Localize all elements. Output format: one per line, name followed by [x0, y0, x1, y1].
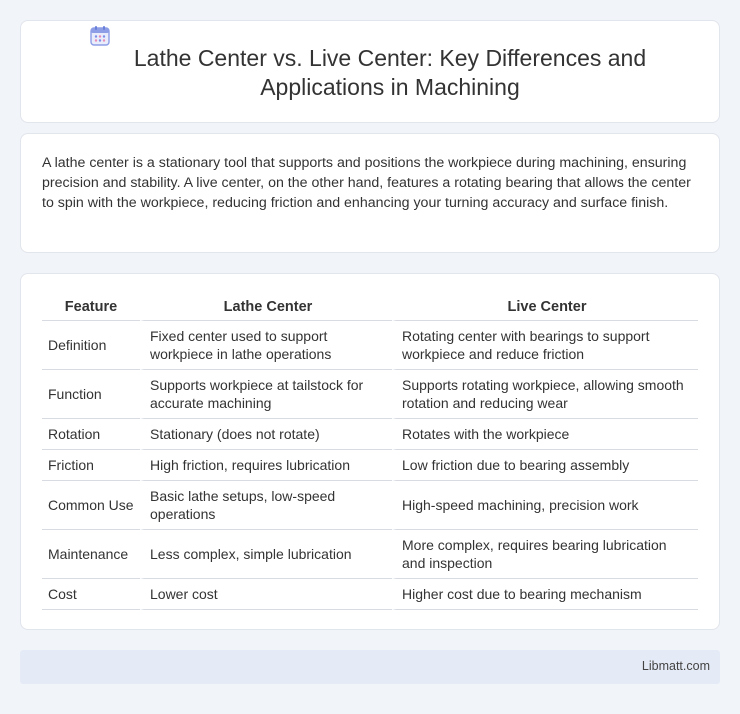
- lathe-center-cell: High friction, requires lubrication: [140, 450, 392, 481]
- live-center-cell: Low friction due to bearing assembly: [392, 450, 698, 481]
- feature-cell: Cost: [42, 579, 140, 610]
- table-row: [42, 530, 698, 579]
- table-row: [42, 481, 698, 530]
- column-header-feature: Feature: [42, 293, 140, 321]
- lathe-center-cell: Basic lathe setups, low-speed operations: [140, 481, 392, 530]
- table-row: [42, 321, 698, 370]
- footer-bar: [20, 650, 720, 684]
- feature-cell: Rotation: [42, 419, 140, 450]
- feature-cell: Function: [42, 370, 140, 419]
- table-header-row: [42, 293, 698, 321]
- table-row: [42, 450, 698, 481]
- feature-cell: Friction: [42, 450, 140, 481]
- intro-paragraph: A lathe center is a stationary tool that supports and positions the workpiece during machining, ensuring precision and stability. A live center, on the other hand, features a rotating bearing that allows the center to spin with the workpiece, reducing friction and enhancing your turning accuracy and surface finish.: [42, 155, 691, 211]
- feature-cell: Common Use: [42, 481, 140, 530]
- intro-card: [20, 133, 720, 253]
- feature-cell: Definition: [42, 321, 140, 370]
- live-center-cell: Supports rotating workpiece, allowing smooth rotation and reducing wear: [392, 370, 698, 419]
- title-card: [20, 20, 720, 123]
- footer-brand[interactable]: Libmatt.com: [641, 659, 710, 673]
- feature-cell: Maintenance: [42, 530, 140, 579]
- live-center-cell: Rotating center with bearings to support workpiece and reduce friction: [392, 321, 698, 370]
- column-header-live-center: Live Center: [392, 293, 698, 321]
- table-row: [42, 579, 698, 610]
- lathe-center-cell: Fixed center used to support workpiece in lathe operations: [140, 321, 392, 370]
- live-center-cell: More complex, requires bearing lubrication and inspection: [392, 530, 698, 579]
- table-row: [42, 370, 698, 419]
- column-header-lathe-center: Lathe Center: [140, 293, 392, 321]
- live-center-cell: Rotates with the workpiece: [392, 419, 698, 450]
- comparison-table-card: [20, 273, 720, 630]
- live-center-cell: High-speed machining, precision work: [392, 481, 698, 530]
- lathe-center-cell: Stationary (does not rotate): [140, 419, 392, 450]
- lathe-center-cell: Lower cost: [140, 579, 392, 610]
- table-row: [42, 419, 698, 450]
- comparison-table: [42, 293, 698, 610]
- live-center-cell: Higher cost due to bearing mechanism: [392, 579, 698, 610]
- lathe-center-cell: Less complex, simple lubrication: [140, 530, 392, 579]
- page-title: Lathe Center vs. Live Center: Key Differences and Applications in Machining: [133, 45, 647, 100]
- lathe-center-cell: Supports workpiece at tailstock for accurate machining: [140, 370, 392, 419]
